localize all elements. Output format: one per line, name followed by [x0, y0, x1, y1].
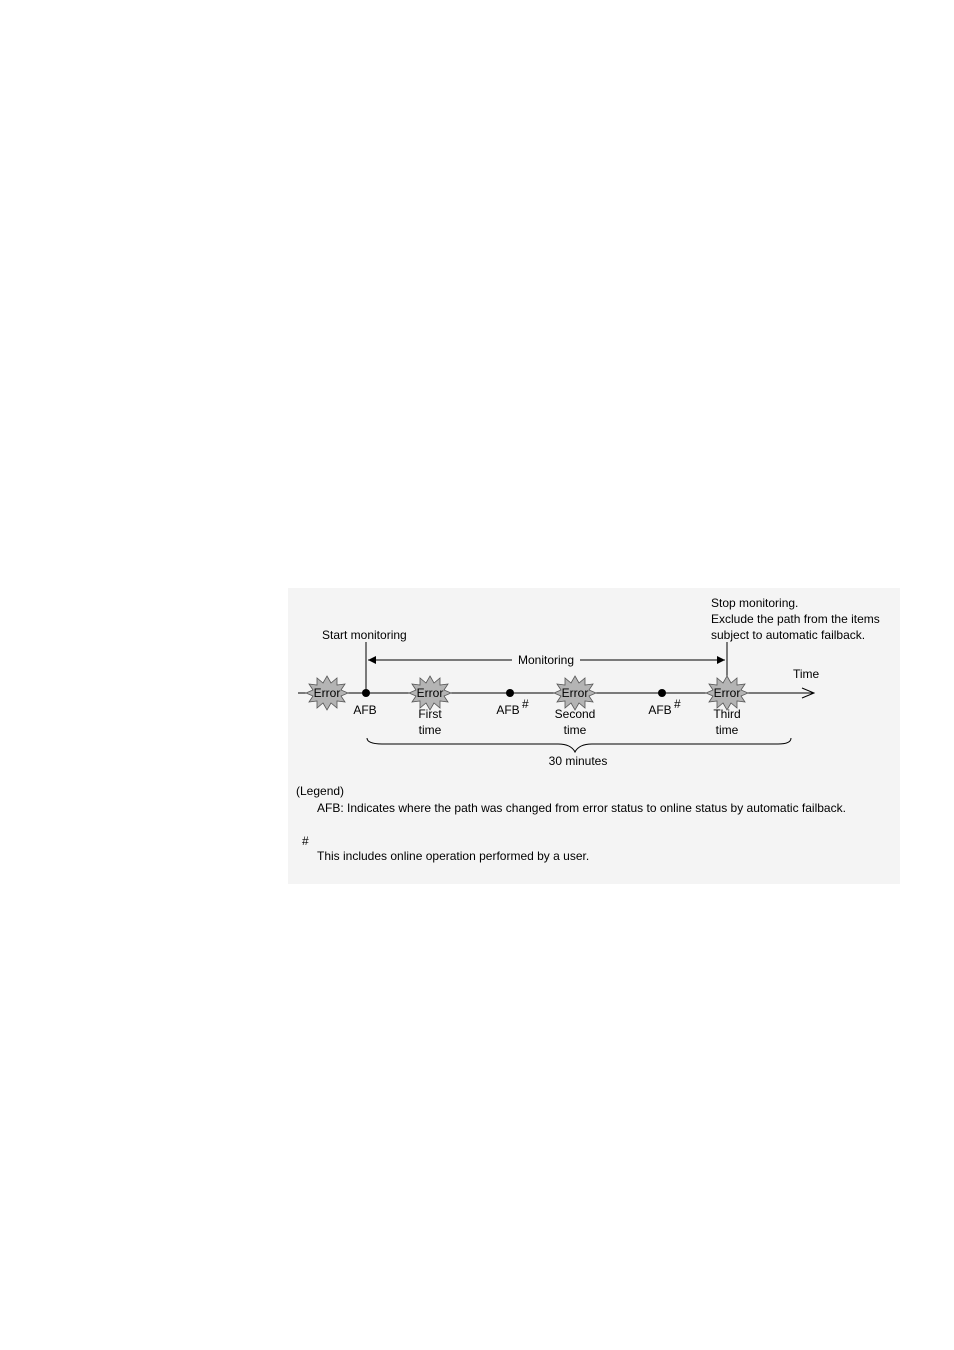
error-label: Error — [561, 686, 589, 700]
afb-marked-label: AFB — [496, 703, 520, 717]
afb-marked-label: AFB — [648, 703, 672, 717]
legend-afb-line: AFB: Indicates where the path was changed from error status to online status by automatic failback. — [317, 801, 846, 815]
error-burst-first — [409, 676, 451, 710]
error-burst-second — [554, 676, 596, 710]
second-time-label-1: Second — [554, 707, 596, 721]
timeline-diagram — [288, 588, 900, 884]
error-label: Error — [416, 686, 444, 700]
duration-label: 30 minutes — [548, 754, 608, 768]
third-time-label-1: Third — [713, 707, 741, 721]
error-label: Error — [713, 686, 741, 700]
stop-monitoring-label-2: Exclude the path from the items — [711, 612, 880, 626]
afb-hash-mark: # — [674, 697, 681, 711]
start-monitoring-label: Start monitoring — [322, 628, 407, 642]
legend-heading: (Legend) — [296, 784, 345, 798]
error-burst-initial — [306, 676, 348, 710]
error-label: Error — [313, 686, 341, 700]
stop-monitoring-label-1: Stop monitoring. — [711, 596, 799, 610]
failback-timeline-figure — [288, 588, 900, 884]
afb-dot-start — [362, 689, 370, 697]
first-time-label-2: time — [418, 723, 442, 737]
monitoring-label: Monitoring — [518, 653, 575, 667]
stop-monitoring-label-3: subject to automatic failback. — [711, 628, 866, 642]
error-burst-third — [706, 676, 748, 710]
legend-hash-line: This includes online operation performed by a user. — [317, 849, 590, 863]
afb-dot-third — [658, 689, 666, 697]
first-time-label-1: First — [418, 707, 442, 721]
legend-hash-symbol: # — [302, 834, 309, 848]
second-time-label-2: time — [563, 723, 587, 737]
third-time-label-2: time — [715, 723, 739, 737]
time-label: Time — [793, 667, 820, 681]
duration-brace — [367, 738, 791, 752]
afb-dot-second — [506, 689, 514, 697]
afb-hash-mark: # — [522, 697, 529, 711]
afb-label: AFB — [353, 703, 377, 717]
